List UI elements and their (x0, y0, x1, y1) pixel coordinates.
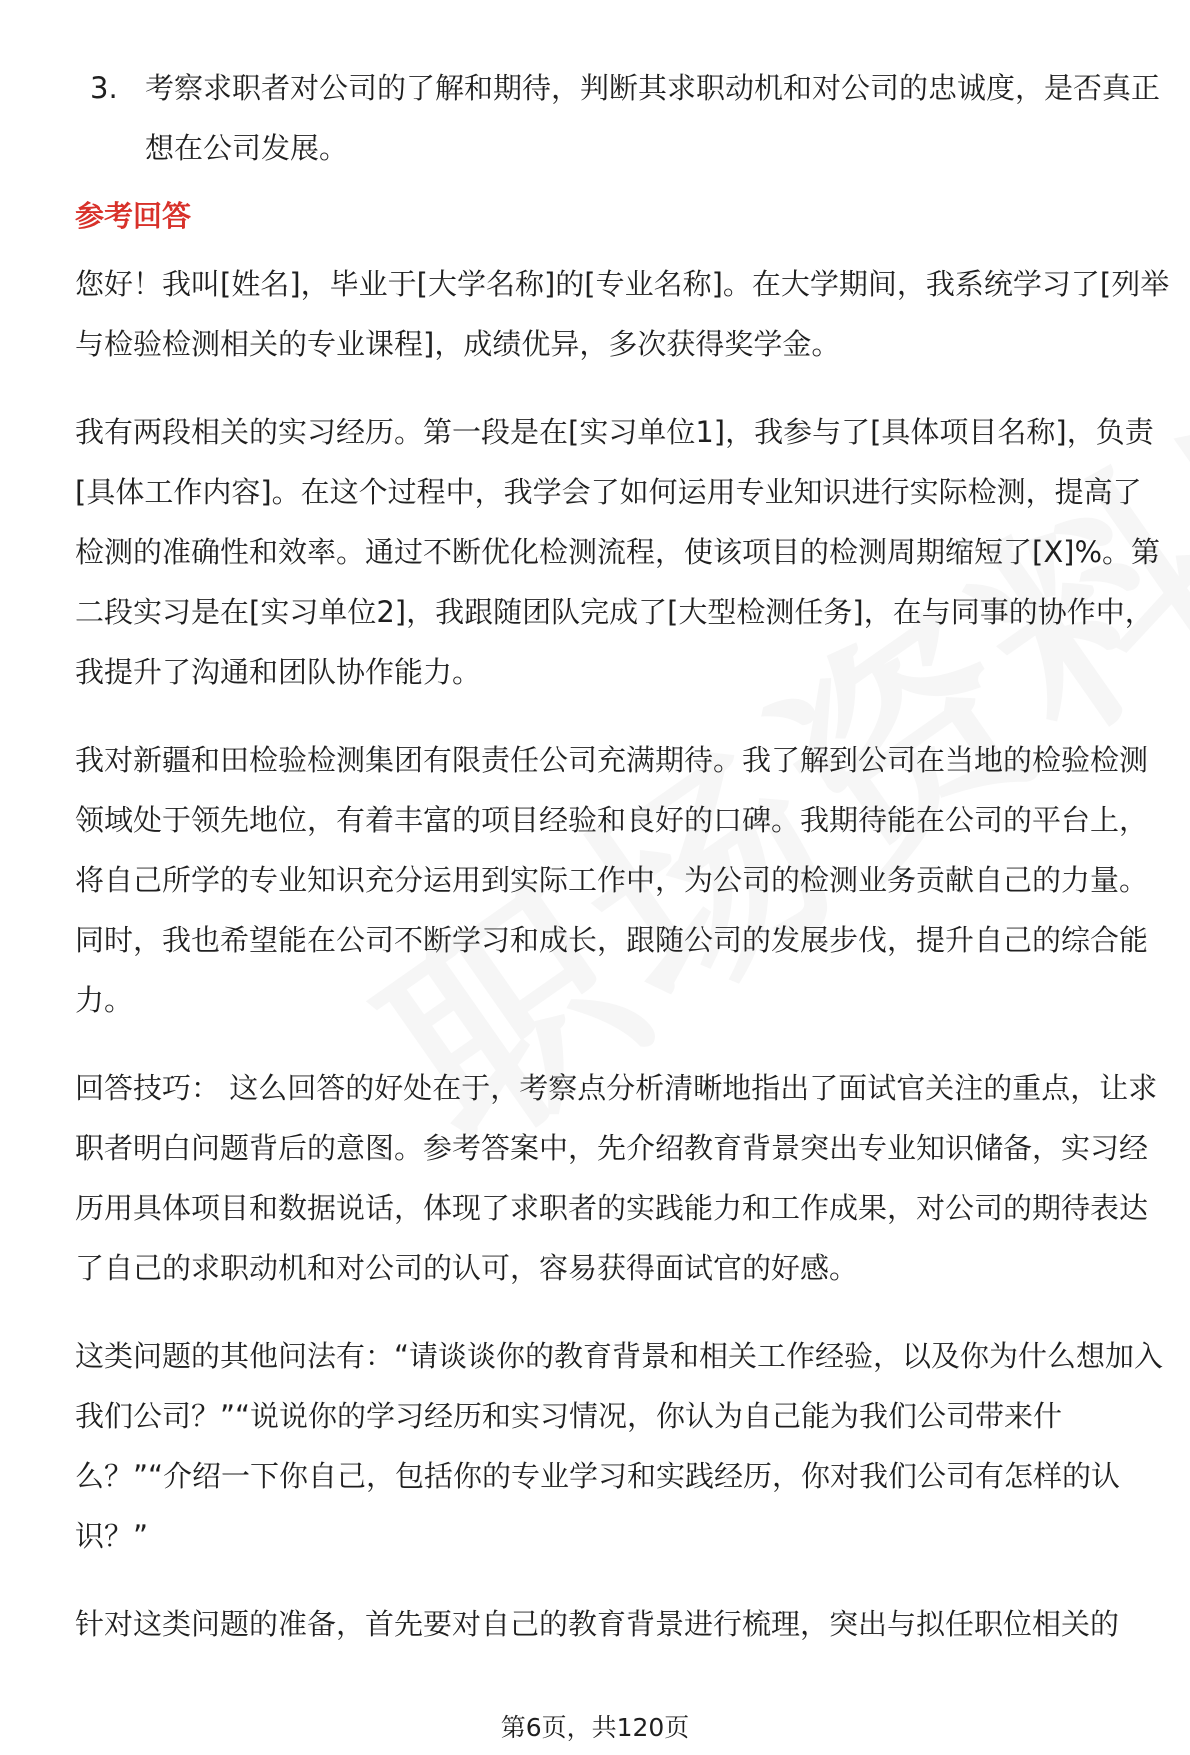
preparation-paragraph: 针对这类问题的准备，首先要对自己的教育背景进行梳理，突出与拟任职位相关的 (75, 1607, 1120, 1641)
answer-tips-paragraph: 回答技巧： 这么回答的好处在于，考察点分析清晰地指出了面试官关注的重点，让求职者明白问题背后的意图。参考答案中，先介绍教育背景突出专业知识储备，实习经历用具体项目和数据说话，体现了求职者的实践能力和工作成果，对公司的期待表达了自己的求职动机和对公司的认可，容易获得面试官的好感。 (75, 1071, 1158, 1285)
other-questions-paragraph: 这类问题的其他问法有：“请谈谈你的教育背景和相关工作经验，以及你为什么想加入我们公司？”“说说你的学习经历和实习情况，你认为自己能为我们公司带来什么？”“介绍一下你自己，包括你的专业学习和实践经历，你对我们公司有怎样的认识？” (75, 1339, 1164, 1553)
answer-paragraph-internship: 我有两段相关的实习经历。第一段是在[实习单位1]，我参与了[具体项目名称]，负责[具体工作内容]。在这个过程中，我学会了如何运用专业知识进行实际检测，提高了检测的准确性和效率。通过不断优化检测流程，使该项目的检测周期缩短了[X]%。第二段实习是在[实习单位2]，我跟随团队完成了[大型检测任务]，在与同事的协作中，我提升了沟通和团队协作能力。 (75, 415, 1161, 689)
list-item-3 (75, 58, 1170, 178)
answer-paragraph-education: 您好！我叫[姓名]，毕业于[大学名称]的[专业名称]。在大学期间，我系统学习了[列举与检验检测相关的专业课程]，成绩优异，多次获得奖学金。 (75, 267, 1170, 361)
list-text: 考察求职者对公司的了解和期待，判断其求职动机和对公司的忠诚度，是否真正想在公司发展。 (145, 71, 1161, 165)
list-number: 3. (90, 71, 118, 105)
page-number-footer: 第6页，共120页 (500, 1713, 690, 1742)
reference-answer-heading: 参考回答 (75, 199, 192, 233)
page-content (75, 58, 1170, 1682)
answer-paragraph-expectation: 我对新疆和田检验检测集团有限责任公司充满期待。我了解到公司在当地的检验检测领域处于领先地位，有着丰富的项目经验和良好的口碑。我期待能在公司的平台上，将自己所学的专业知识充分运用到实际工作中，为公司的检测业务贡献自己的力量。同时，我也希望能在公司不断学习和成长，跟随公司的发展步伐，提升自己的综合能力。 (75, 743, 1149, 1017)
